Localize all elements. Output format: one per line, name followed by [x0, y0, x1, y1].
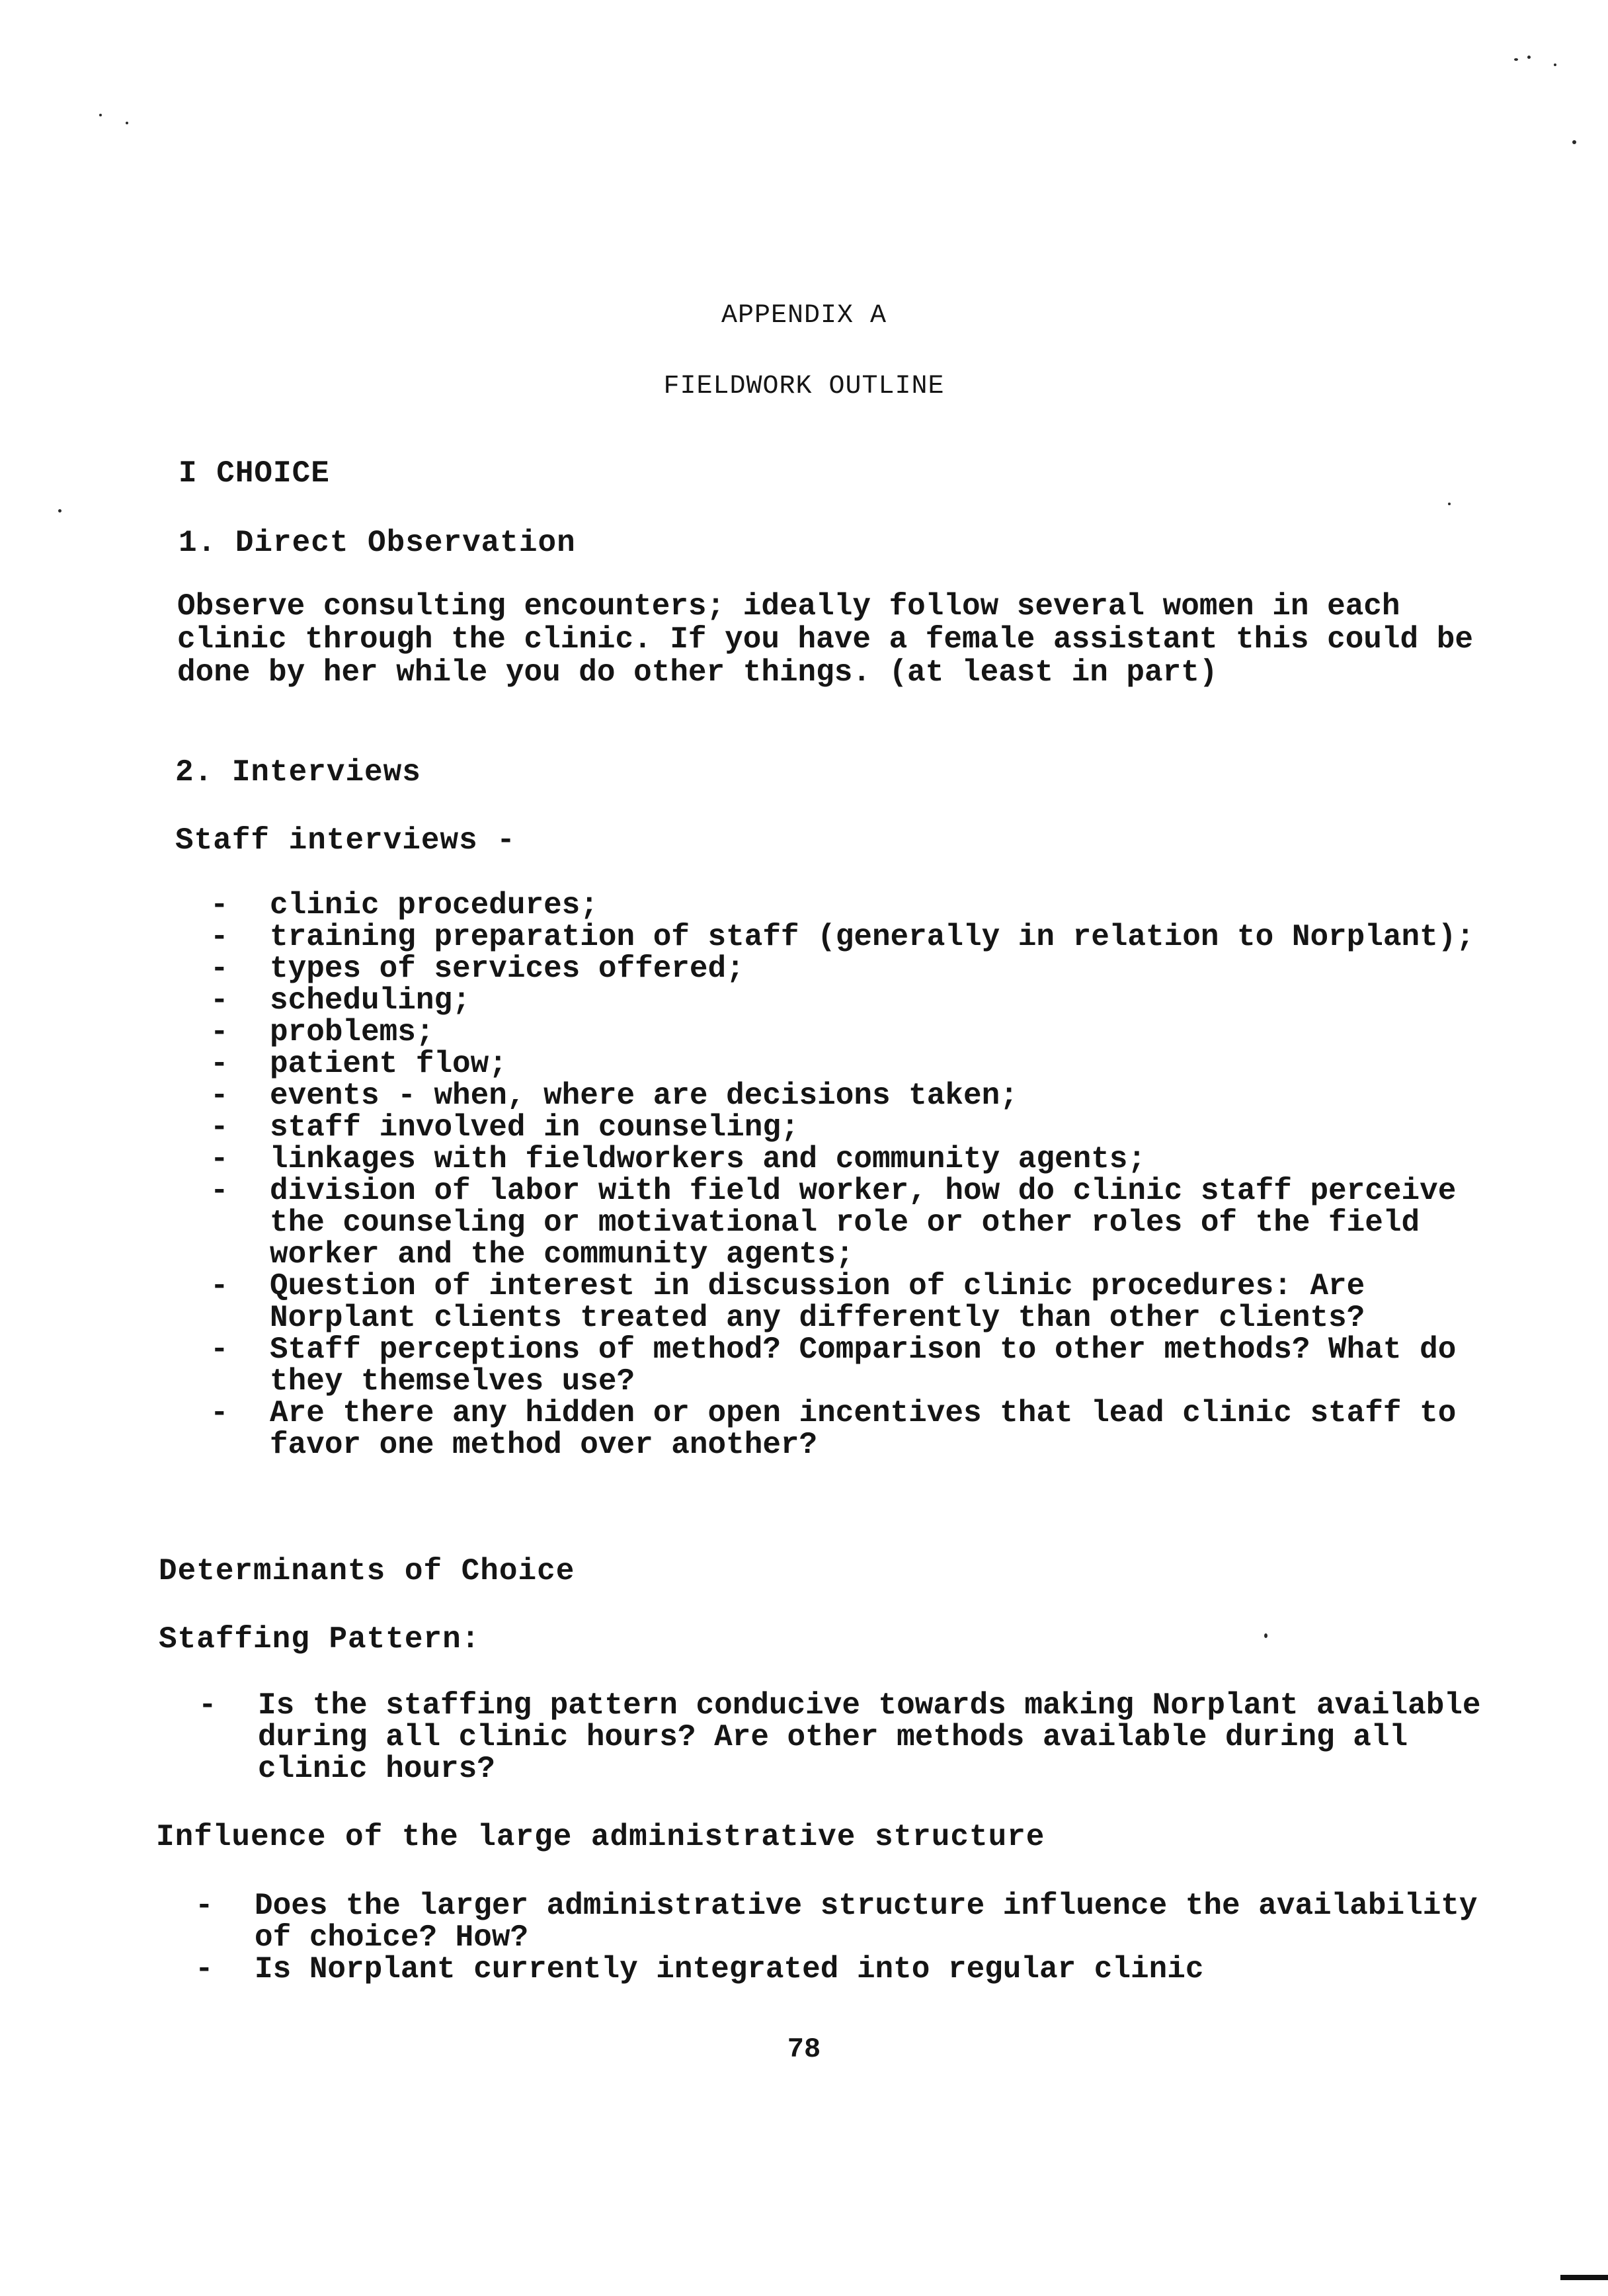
dash-bullet: -: [210, 1142, 229, 1176]
direct-observation-heading: 1. Direct Observation: [179, 526, 576, 560]
dash-bullet: -: [210, 1174, 229, 1208]
list-item: [210, 1112, 1500, 1143]
list-item-text: Are there any hidden or open incentives that lead clinic staff to favor one method over another?: [270, 1396, 1474, 1462]
dash-bullet: -: [198, 1688, 217, 1723]
dash-bullet: -: [210, 1396, 229, 1430]
list-item: [210, 1016, 1500, 1048]
list-item-text: events - when, where are decisions taken;: [270, 1079, 1018, 1113]
list-item-text: division of labor with field worker, how do clinic staff perceive the counseling or motivational role or other roles of the field worker and the community agents;: [270, 1174, 1474, 1272]
list-item: [195, 1889, 1496, 1955]
list-item-text: patient flow;: [270, 1047, 507, 1081]
dash-bullet: -: [210, 983, 229, 1018]
outline-title: FIELDWORK OUTLINE: [663, 372, 945, 401]
list-item: [210, 985, 1500, 1016]
scan-speck: [1448, 503, 1451, 505]
list-item: [210, 1175, 1500, 1270]
list-item: [195, 1953, 1484, 1985]
list-item: [210, 1270, 1500, 1334]
dash-bullet: -: [210, 1110, 229, 1145]
list-item: [210, 1048, 1500, 1080]
influence-list: [195, 1889, 1496, 1987]
dash-bullet: -: [210, 1015, 229, 1049]
dash-bullet: -: [195, 1889, 214, 1923]
scan-speck: [1514, 58, 1518, 61]
dash-bullet: -: [195, 1952, 214, 1987]
list-item: [198, 1688, 1500, 1786]
staffing-pattern-heading: Staffing Pattern:: [159, 1622, 481, 1657]
staff-interview-list: [210, 889, 1500, 1461]
staff-interviews-heading: Staff interviews -: [175, 823, 516, 858]
scan-speck: [1264, 1633, 1267, 1638]
list-item-text: Is the staffing pattern conducive towards making Norplant available during all clinic hours? Are other methods available during all clinic hours?: [258, 1688, 1500, 1786]
list-item-text: linkages with fieldworkers and community agents;: [270, 1142, 1146, 1176]
dash-bullet: -: [210, 888, 229, 922]
dash-bullet: -: [210, 1047, 229, 1081]
list-item: [210, 953, 1500, 985]
list-item: [210, 1334, 1500, 1397]
section-heading: I CHOICE: [179, 456, 330, 491]
scan-speck: [99, 114, 102, 116]
list-item-text: problems;: [270, 1015, 434, 1049]
list-item-text: Question of interest in discussion of clinic procedures: Are Norplant clients treated any differently than other clients?: [270, 1269, 1383, 1335]
list-item-text: staff involved in counseling;: [270, 1110, 799, 1145]
dash-bullet: -: [210, 952, 229, 986]
list-item-text: Staff perceptions of method? Comparison to other methods? What do they themselves use?: [270, 1332, 1474, 1399]
list-item: [210, 1397, 1500, 1461]
scan-speck: [1572, 140, 1576, 144]
dash-bullet: -: [210, 920, 229, 954]
staffing-pattern-list: [198, 1688, 1500, 1786]
direct-observation-paragraph: Observe consulting encounters; ideally follow several women in each clinic through the clinic. If you have a female assistant this could be done by her while you do other things. (at least in part): [177, 589, 1492, 690]
list-item-text: clinic procedures;: [270, 888, 598, 922]
list-item: [210, 1143, 1500, 1175]
dash-bullet: -: [210, 1332, 229, 1367]
dash-bullet: -: [210, 1079, 229, 1113]
interviews-heading: 2. Interviews: [175, 755, 421, 790]
scan-speck: [1527, 56, 1531, 59]
dash-bullet: -: [210, 1269, 229, 1303]
list-item-text: training preparation of staff (generally in relation to Norplant);: [270, 920, 1474, 954]
list-item-text: types of services offered;: [270, 952, 744, 986]
scan-edge-mark: [1560, 2275, 1608, 2280]
list-item-text: Is Norplant currently integrated into regular clinic: [255, 1952, 1204, 1987]
page-number: 78: [787, 2033, 821, 2065]
determinants-heading: Determinants of Choice: [159, 1554, 575, 1588]
list-item: [210, 889, 1500, 921]
appendix-title: APPENDIX A: [721, 301, 887, 331]
scan-speck: [58, 509, 61, 512]
list-item: [210, 1080, 1500, 1112]
list-item-text: Does the larger administrative structure influence the availability of choice? How?: [255, 1889, 1496, 1955]
scan-speck: [1554, 63, 1556, 66]
influence-heading: Influence of the large administrative structure: [156, 1820, 1045, 1854]
scan-speck: [126, 122, 128, 124]
list-item-text: scheduling;: [270, 983, 471, 1018]
list-item: [210, 921, 1500, 953]
